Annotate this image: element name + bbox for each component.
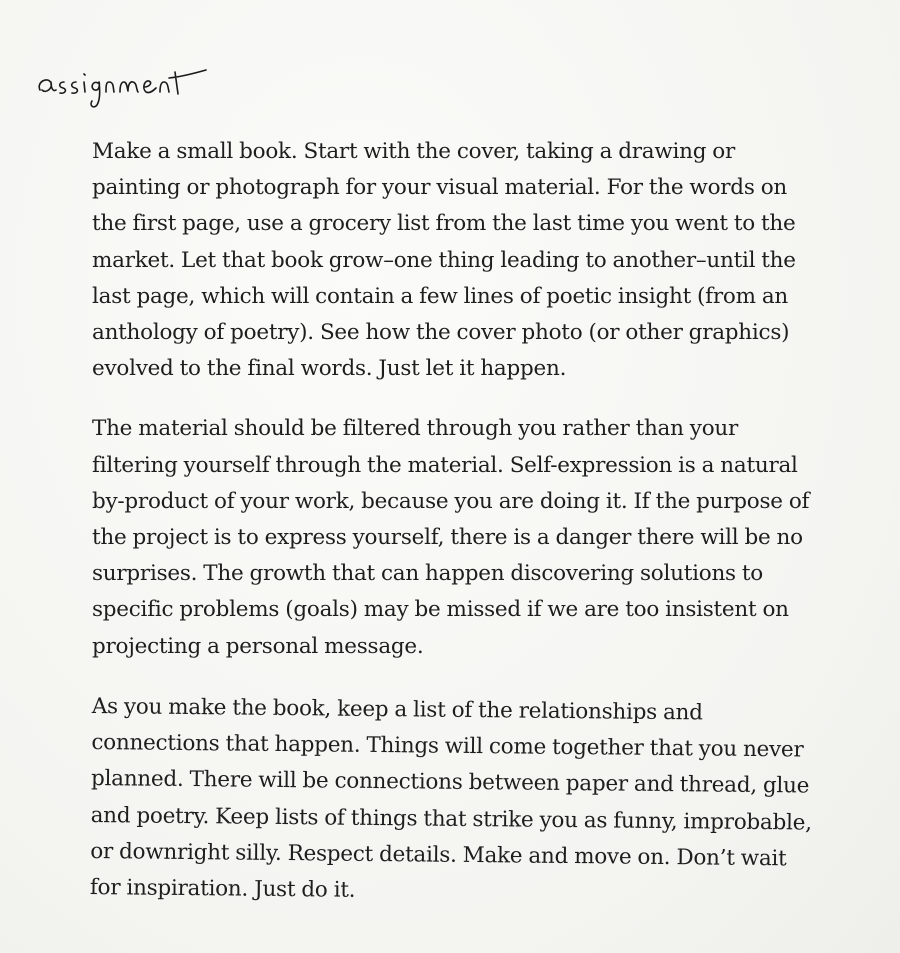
text-line: by-product of your work, because you are doing it. If the purpose of [92, 488, 810, 514]
text-line: evolved to the final words. Just let it happen. [92, 356, 567, 382]
text-line: the project is to express yourself, there is a danger there will be no [92, 525, 803, 551]
text-line: filtering yourself through the material. Self-expression is a natural [92, 452, 798, 478]
text-line: last page, which will contain a few lines of poetic insight (from an [92, 283, 788, 309]
text-line: anthology of poetry). See how the cover photo (or other graphics) [92, 320, 790, 346]
text-line: The material should be filtered through you rather than your [92, 416, 739, 442]
text-line: and poetry. Keep lists of things that strike you as funny, improbable, [90, 802, 812, 835]
text-line: Make a small book. Start with the cover, taking a drawing or [92, 139, 736, 164]
handwritten-heading [34, 52, 274, 112]
text-line: specific problems (goals) may be missed if we are too insistent on [92, 597, 789, 623]
paragraph-2 [92, 411, 882, 664]
text-line: market. Let that book grow–one thing leading to another–until the [92, 247, 796, 273]
handwritten-assignment-lettering [34, 52, 274, 112]
paragraph-1 [92, 134, 882, 387]
assignment-body [89, 134, 882, 930]
text-line: As you make the book, keep a list of the relationships and [91, 693, 703, 726]
text-line: projecting a personal message. [92, 633, 424, 659]
text-line: connections that happen. Things will come together that you never [91, 730, 804, 763]
paragraph-3 [90, 689, 882, 914]
text-line: planned. There will be connections between paper and thread, glue [90, 766, 810, 799]
text-line: for inspiration. Just do it. [89, 874, 356, 903]
text-line: painting or photograph for your visual material. For the words on [92, 175, 787, 201]
text-line: or downright silly. Respect details. Make and move on. Don’t wait [90, 838, 787, 871]
text-line: the first page, use a grocery list from the last time you went to the [92, 211, 796, 237]
text-line: surprises. The growth that can happen discovering solutions to [92, 561, 763, 587]
